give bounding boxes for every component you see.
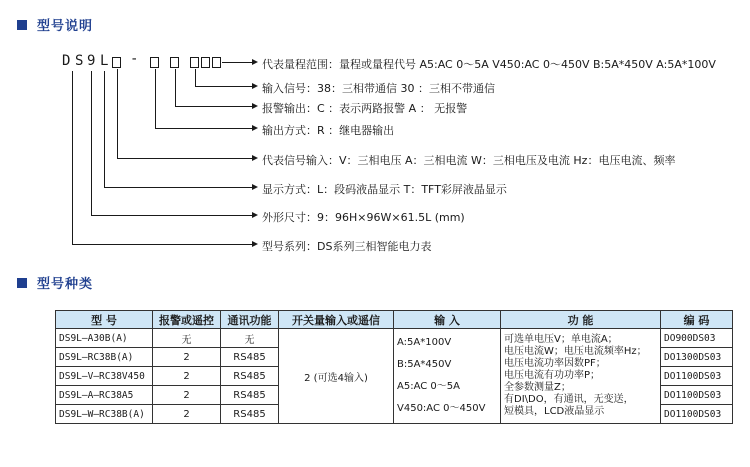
col-header-comm: 通讯功能 xyxy=(221,311,279,329)
leader-line-output-v xyxy=(155,69,156,128)
code-box-range xyxy=(212,57,221,68)
function-item: 电压电流功率因数PF； xyxy=(504,358,606,369)
col-header-alarm: 报警或遥控 xyxy=(153,311,221,329)
leader-line-alarm-h xyxy=(175,106,252,107)
col-header-input: 输 入 xyxy=(394,311,501,329)
leader-line-signal-h xyxy=(117,158,252,159)
leader-line-output-h xyxy=(155,128,252,129)
cell-code: DO1100DS03 xyxy=(661,367,733,386)
cell-model: DS9L—W—RC38B(A) xyxy=(56,405,153,424)
leader-line-size-h xyxy=(91,215,252,216)
cell-model: DS9L—V—RC38V450 xyxy=(56,367,153,386)
input-item: B:5A*450V xyxy=(397,359,452,370)
table-row xyxy=(56,329,733,348)
code-box-alarm xyxy=(170,57,179,68)
desc-signal-input: 代表信号输入：V：三相电压 A：三相电流 W：三相电压及电流 Hz：电压电流、频率 xyxy=(262,154,676,167)
leader-line-display-v xyxy=(104,71,105,187)
leader-line-signal-v xyxy=(117,69,118,158)
code-char-9: 9 xyxy=(87,53,96,69)
cell-comm: RS485 xyxy=(221,405,279,424)
desc-display-mode: 显示方式：L：段码液晶显示 T：TFT彩屏液晶显示 xyxy=(262,183,507,196)
code-box-signal xyxy=(112,57,121,68)
code-char-d: D xyxy=(62,53,71,69)
leader-line-input-h xyxy=(195,86,252,87)
input-item: V450:AC 0～450V xyxy=(397,403,486,414)
function-item: 可选单电压V；单电流A； xyxy=(504,334,618,345)
cell-alarm: 2 xyxy=(153,367,221,386)
square-bullet-icon xyxy=(17,278,27,288)
cell-code: DO900DS03 xyxy=(661,329,733,348)
section-title: 型号说明 xyxy=(37,19,94,34)
cell-comm: RS485 xyxy=(221,386,279,405)
function-item: 短模具，LCD液晶显示 xyxy=(504,406,605,417)
desc-dimensions: 外形尺寸：9：96H×96W×61.5L (mm) xyxy=(262,211,465,224)
code-box-output xyxy=(150,57,159,68)
cell-comm: RS485 xyxy=(221,348,279,367)
col-header-switch: 开关量输入或遥信 xyxy=(279,311,394,329)
square-bullet-icon xyxy=(17,20,27,30)
desc-output-mode: 输出方式：R ：继电器输出 xyxy=(262,124,395,137)
function-item: 有DI\DO，有通讯，无变送， xyxy=(504,394,634,405)
arrow-icon xyxy=(252,212,258,218)
leader-line-size-v xyxy=(91,71,92,215)
code-box-input2 xyxy=(201,57,210,68)
leader-line-series-h xyxy=(72,244,252,245)
section-header-model-description xyxy=(17,15,93,34)
col-header-code: 编 码 xyxy=(661,311,733,329)
cell-inputs xyxy=(394,329,501,424)
arrow-icon xyxy=(252,83,258,89)
cell-code: DO1100DS03 xyxy=(661,405,733,424)
input-item: A:5A*100V xyxy=(397,337,452,348)
code-char-s: S xyxy=(75,53,84,69)
leader-line-display-h xyxy=(104,187,252,188)
col-header-model: 型 号 xyxy=(56,311,153,329)
arrow-icon xyxy=(252,241,258,247)
desc-range: 代表量程范围：量程或量程代号 A5:AC 0～5A V450:AC 0～450V B:5A*450V A:5A*100V xyxy=(262,58,716,71)
section-header-model-types xyxy=(17,273,93,292)
leader-line-alarm-v xyxy=(175,69,176,107)
cell-model: DS9L—A—RC38A5 xyxy=(56,386,153,405)
leader-line-range xyxy=(222,62,252,63)
arrow-icon xyxy=(252,155,258,161)
arrow-icon xyxy=(252,184,258,190)
code-box-input1 xyxy=(190,57,199,68)
input-item: A5:AC 0～5A xyxy=(397,381,460,392)
function-item: 电压电流有功功率P； xyxy=(504,370,601,381)
leader-line-series-v xyxy=(72,71,73,244)
desc-series: 型号系列：DS系列三相智能电力表 xyxy=(262,240,432,253)
arrow-icon xyxy=(252,103,258,109)
cell-code: DO1100DS03 xyxy=(661,386,733,405)
leader-line-input-v xyxy=(195,69,196,87)
function-item: 电压电流W；电压电流频率Hz； xyxy=(504,346,647,357)
model-types-table xyxy=(55,310,733,424)
table-header-row xyxy=(56,311,733,329)
cell-switch-input: 2 (可选4输入) xyxy=(279,329,394,424)
desc-alarm-output: 报警输出：C ：表示两路报警 A ： 无报警 xyxy=(262,102,468,115)
section-title: 型号种类 xyxy=(37,277,94,292)
cell-code: DO1300DS03 xyxy=(661,348,733,367)
cell-alarm: 2 xyxy=(153,348,221,367)
arrow-icon xyxy=(252,125,258,131)
code-dash: - xyxy=(130,51,139,67)
cell-alarm: 2 xyxy=(153,405,221,424)
cell-comm: RS485 xyxy=(221,367,279,386)
cell-alarm: 无 xyxy=(153,329,221,348)
function-item: 全参数测量Z； xyxy=(504,382,571,393)
code-char-l: L xyxy=(100,53,109,69)
desc-input-signal: 输入信号：38：三相带通信 30 ：三相不带通信 xyxy=(262,82,495,95)
col-header-function: 功 能 xyxy=(501,311,661,329)
cell-functions xyxy=(501,329,661,424)
arrow-icon xyxy=(252,59,258,65)
cell-model: DS9L—RC38B(A) xyxy=(56,348,153,367)
cell-comm: 无 xyxy=(221,329,279,348)
cell-model: DS9L—A30B(A) xyxy=(56,329,153,348)
cell-alarm: 2 xyxy=(153,386,221,405)
